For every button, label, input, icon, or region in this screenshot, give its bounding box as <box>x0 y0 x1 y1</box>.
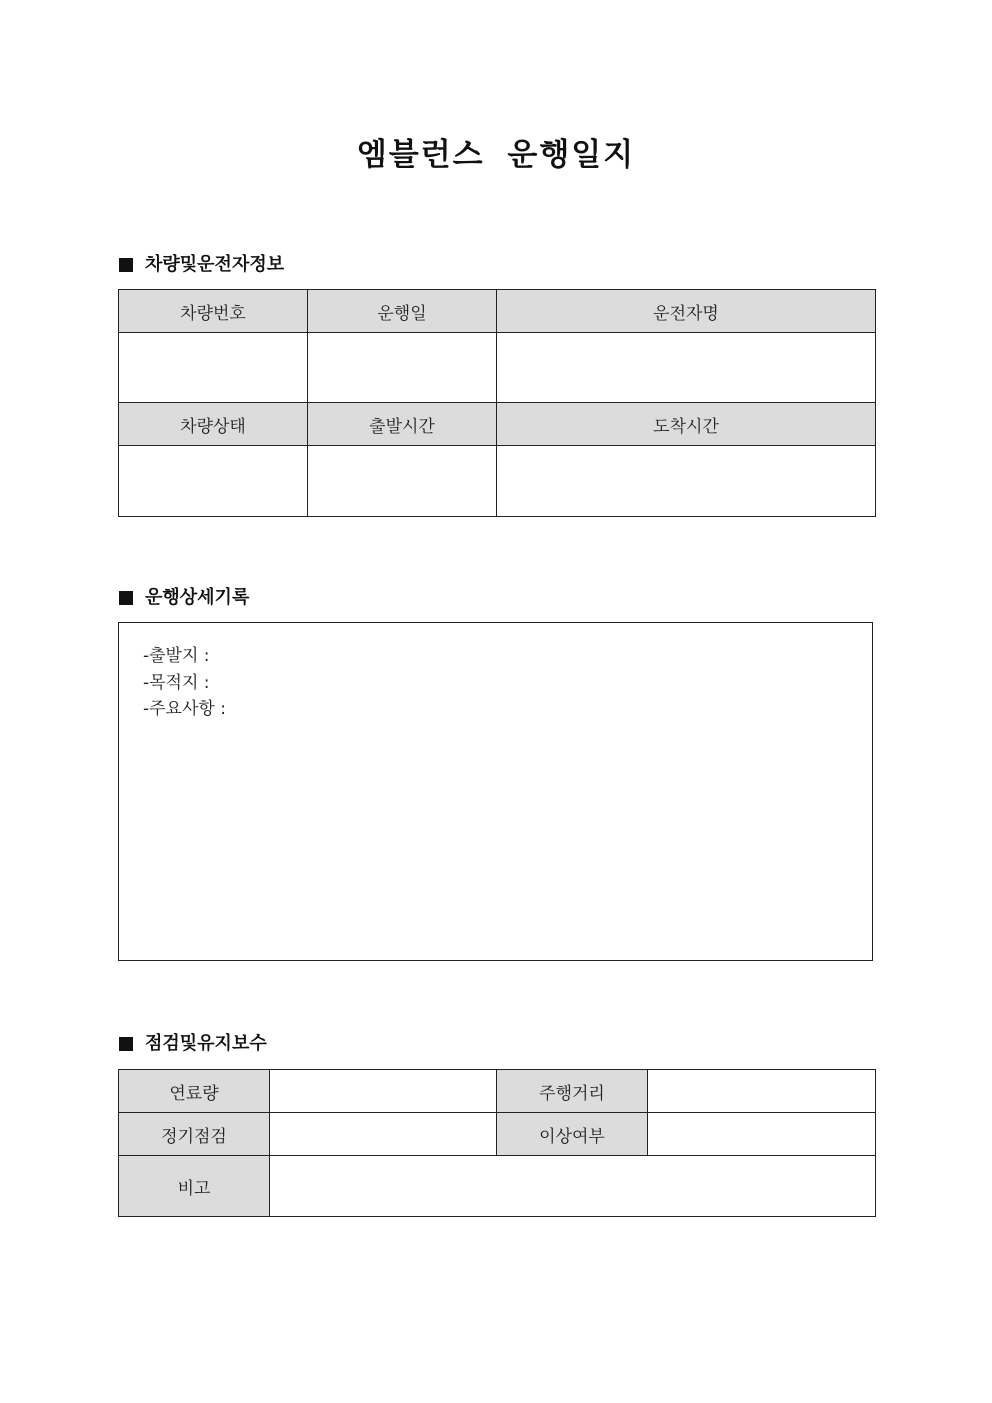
notes-line: -주요사항 : <box>143 699 226 719</box>
remarks-label: 비고 <box>119 1156 270 1217</box>
table-row <box>119 1070 876 1113</box>
header-arrival-time: 도착시간 <box>497 403 876 446</box>
section-heading-label: 운행상세기록 <box>145 587 250 608</box>
distance-field[interactable] <box>648 1070 876 1113</box>
arrival-time-field[interactable] <box>497 446 876 517</box>
departure-time-field[interactable] <box>308 446 497 517</box>
table-row <box>119 290 876 333</box>
section-heading-maintenance <box>119 1031 267 1057</box>
distance-label: 주행거리 <box>497 1070 648 1113</box>
operation-date-field[interactable] <box>308 333 497 403</box>
square-bullet-icon <box>119 591 133 605</box>
fuel-field[interactable] <box>270 1070 497 1113</box>
header-operation-date: 운행일 <box>308 290 497 333</box>
square-bullet-icon <box>119 1037 133 1051</box>
inspection-field[interactable] <box>270 1113 497 1156</box>
abnormal-field[interactable] <box>648 1113 876 1156</box>
square-bullet-icon <box>119 258 133 272</box>
fuel-label: 연료량 <box>119 1070 270 1113</box>
driver-name-field[interactable] <box>497 333 876 403</box>
header-driver-name: 운전자명 <box>497 290 876 333</box>
remarks-field[interactable] <box>270 1156 876 1217</box>
header-vehicle-status: 차량상태 <box>119 403 308 446</box>
abnormal-label: 이상여부 <box>497 1113 648 1156</box>
header-vehicle-number: 차량번호 <box>119 290 308 333</box>
table-row <box>119 1113 876 1156</box>
vehicle-number-field[interactable] <box>119 333 308 403</box>
operation-detail-box[interactable] <box>118 622 873 961</box>
table-row <box>119 403 876 446</box>
table-row <box>119 446 876 517</box>
section-heading-operation-detail <box>119 585 249 611</box>
vehicle-driver-table <box>118 289 876 517</box>
section-heading-label: 차량및운전자정보 <box>145 254 285 275</box>
maintenance-table <box>118 1069 876 1217</box>
header-departure-time: 출발시간 <box>308 403 497 446</box>
destination-line: -목적지 : <box>143 672 210 693</box>
section-heading-vehicle-driver <box>119 252 284 278</box>
table-row <box>119 333 876 403</box>
inspection-label: 정기점검 <box>119 1113 270 1156</box>
departure-line: -출발지 : <box>143 646 210 666</box>
table-row <box>119 1156 876 1217</box>
section-heading-label: 점검및유지보수 <box>145 1033 267 1054</box>
page-title: 엠블런스 운행일지 <box>356 137 636 173</box>
vehicle-status-field[interactable] <box>119 446 308 517</box>
